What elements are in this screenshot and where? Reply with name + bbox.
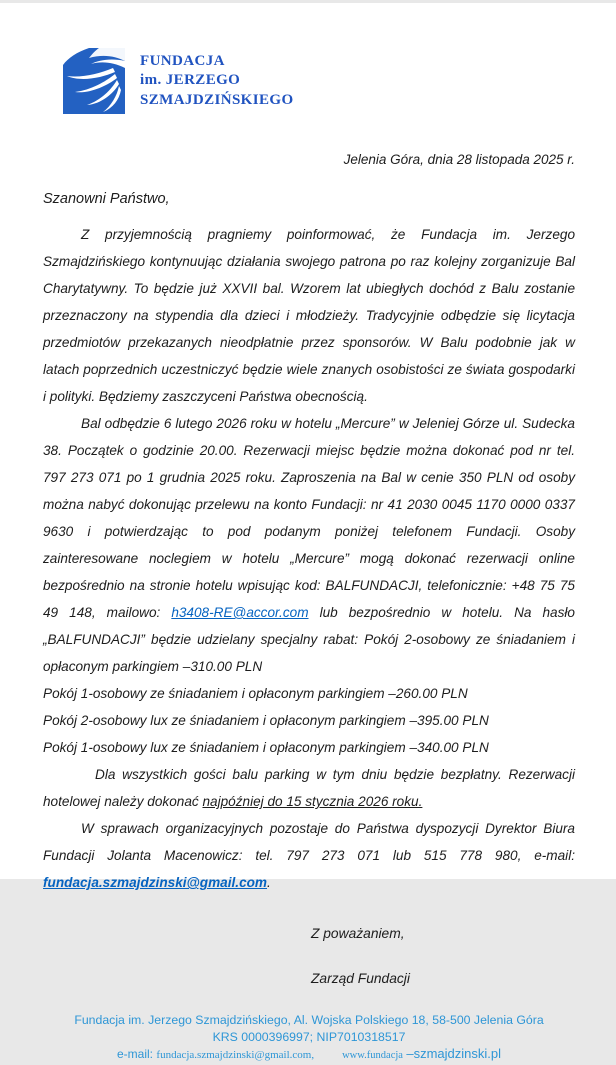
hotel-email-link[interactable]: h3408-RE@accor.com (171, 605, 309, 620)
foundation-logo (63, 48, 575, 114)
letter-body (43, 221, 575, 896)
paragraph-contact-end: . (267, 875, 271, 890)
paragraph-ball-details (43, 410, 575, 680)
paragraph-contact-text: W sprawach organizacyjnych pozostaje do Państwa dyspozycji Dyrektor Biura Fundacji Jolanta Macenowicz: tel. 797 273 071 lub 515 778 980, e-mail: (43, 821, 575, 863)
date-line: Jelenia Góra, dnia 28 listopada 2025 r. (343, 152, 575, 167)
footer-krs-nip: KRS 0000396997; NIP7010318517 (212, 1029, 406, 1044)
foundation-name-line1: FUNDACJA (140, 52, 225, 69)
footer-www-suffix[interactable]: –szmajdzinski.pl (406, 1046, 502, 1061)
signer-name: Zarząd Fundacji (311, 971, 410, 986)
paragraph-ball-details-text: Bal odbędzie 6 lutego 2026 roku w hotelu „Mercure” w Jeleniej Górze ul. Sudecka 38. Początek o godzinie 20.00. Rezerwacji miejsc będzie można dokonać pod nr tel. 797 273 071 po 1 grudnia 2025 roku. Zaproszenia na Bal w cenie 350 PLN od osoby można nabyć dokonując przelewu na konto Fundacji: nr 41 2030 0045 1170 0000 0337 9630 i potwierdzając to pod podanym poniżej telefonem Fundacji. Osoby zainteresowane noclegiem w hotelu „Mercure” mogą dokonać rezerwacji online bezpośrednio na stronie hotelu wpisując kod: BALFUNDACJI, telefonicznie: +48 75 75 49 148, mailowo: (43, 416, 575, 620)
room-price-line: Pokój 2-osobowy lux ze śniadaniem i opłaconym parkingiem –395.00 PLN (43, 713, 489, 728)
letter-page (0, 3, 616, 1061)
foundation-name-line3: SZMAJDZIŃSKIEGO (140, 91, 294, 108)
letter-footer (43, 1012, 575, 1065)
footer-www-prefix[interactable]: www.fundacja (342, 1050, 403, 1061)
foundation-name (140, 52, 294, 111)
signature-block (311, 926, 575, 986)
footer-email-value[interactable]: fundacja.szmajdzinski@gmail.com, (156, 1049, 315, 1061)
wing-icon (63, 48, 125, 114)
deadline-underlined: najpóźniej do 15 stycznia 2026 roku. (202, 794, 423, 809)
footer-contact-line (43, 1046, 575, 1065)
paragraph-contact (43, 815, 575, 896)
paragraph-intro: Z przyjemnością pragniemy poinformować, że Fundacja im. Jerzego Szmajdzińskiego kontynuując działania swojego patrona po raz kolejny zorganizuje Bal Charytatywny. To będzie już XXVII bal. Wzorem lat ubiegłych dochód z Balu zostanie przeznaczony na stypendia dla dzieci i młodzieży. Tradycyjnie odbędzie się licytacja przedmiotów przekazanych nieodpłatnie przez sponsorów. W Balu podobnie jak w latach poprzednich uczestniczyć będzie wiele znanych osobistości ze świata gospodarki i polityki. Będziemy zaszczyceni Państwa obecnością. (43, 227, 575, 404)
salutation: Szanowni Państwo, (43, 191, 170, 207)
foundation-name-line2: im. JERZEGO (140, 72, 241, 89)
footer-address: Fundacja im. Jerzego Szmajdzińskiego, Al. Wojska Polskiego 18, 58-500 Jelenia Góra (74, 1013, 544, 1027)
closing-phrase: Z poważaniem, (311, 926, 405, 941)
paragraph-ball-details-rest: lub bezpośrednio w hotelu. Na hasło „BALFUNDACJI” będzie udzielany specjalny rabat: Pokój 2-osobowy ze śniadaniem i opłaconym parkingiem –310.00 PLN (43, 605, 575, 674)
room-price-line: Pokój 1-osobowy ze śniadaniem i opłaconym parkingiem –260.00 PLN (43, 686, 468, 701)
paragraph-parking (43, 761, 575, 815)
room-price-line: Pokój 1-osobowy lux ze śniadaniem i opłaconym parkingiem –340.00 PLN (43, 740, 489, 755)
footer-email-label: e-mail: (116, 1047, 153, 1061)
paragraph-parking-text: Dla wszystkich gości balu parking w tym dniu będzie bezpłatny. Rezerwacji hotelowej należy dokonać (43, 767, 575, 809)
foundation-email-link[interactable]: fundacja.szmajdzinski@gmail.com (43, 875, 268, 890)
